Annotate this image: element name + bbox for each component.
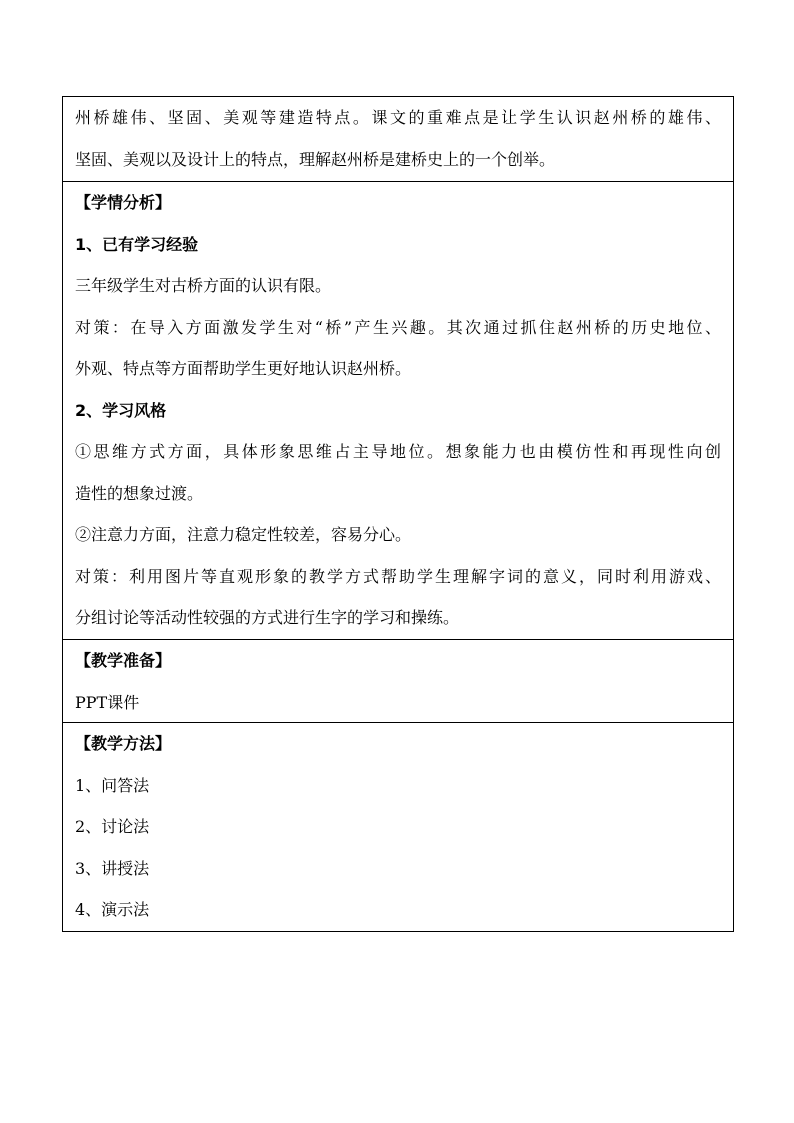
method-item-demonstration: 4、演示法 xyxy=(75,900,150,919)
analysis-section xyxy=(63,181,733,639)
analysis-paragraph-4: ②注意力方面，注意力稳定性较差，容易分心。 xyxy=(75,525,412,544)
intro-section xyxy=(63,97,733,181)
preparation-content: PPT课件 xyxy=(75,692,140,712)
method-item-lecture: 3、讲授法 xyxy=(75,858,150,878)
method-item-discussion: 2、讨论法 xyxy=(75,817,150,836)
preparation-section xyxy=(63,639,733,722)
analysis-paragraph-1: 三年级学生对古桥方面的认识有限。 xyxy=(75,276,332,295)
analysis-subheading-experience: 1、已有学习经验 xyxy=(75,234,199,254)
intro-line-1: 州桥雄伟、坚固、美观等建造特点。课文的重难点是让学生认识赵州桥的雄伟、 xyxy=(75,108,721,127)
analysis-paragraph-5-line-2: 分组讨论等活动性较强的方式进行生字的学习和操练。 xyxy=(75,608,460,627)
methods-heading: 【教学方法】 xyxy=(75,734,172,753)
analysis-paragraph-3-line-1: ①思维方式方面，具体形象思维占主导地位。想象能力也由模仿性和再现性向创 xyxy=(75,442,721,461)
preparation-heading: 【教学准备】 xyxy=(75,651,172,670)
analysis-paragraph-3-line-2: 造性的想象过渡。 xyxy=(75,483,204,503)
method-item-qa: 1、问答法 xyxy=(75,775,150,795)
analysis-subheading-style: 2、学习风格 xyxy=(75,400,167,420)
analysis-paragraph-2-line-2: 外观、特点等方面帮助学生更好地认识赵州桥。 xyxy=(75,359,412,378)
methods-section xyxy=(63,722,733,931)
lesson-plan-table xyxy=(62,96,734,932)
analysis-paragraph-5-line-1: 对策：利用图片等直观形象的教学方式帮助学生理解字词的意义，同时利用游戏、 xyxy=(75,566,721,586)
analysis-heading: 【学情分析】 xyxy=(75,193,172,212)
intro-line-2: 坚固、美观以及设计上的特点，理解赵州桥是建桥史上的一个创举。 xyxy=(75,149,556,169)
analysis-paragraph-2-line-1: 对策：在导入方面激发学生对“桥”产生兴趣。其次通过抓住赵州桥的历史地位、 xyxy=(75,317,721,337)
